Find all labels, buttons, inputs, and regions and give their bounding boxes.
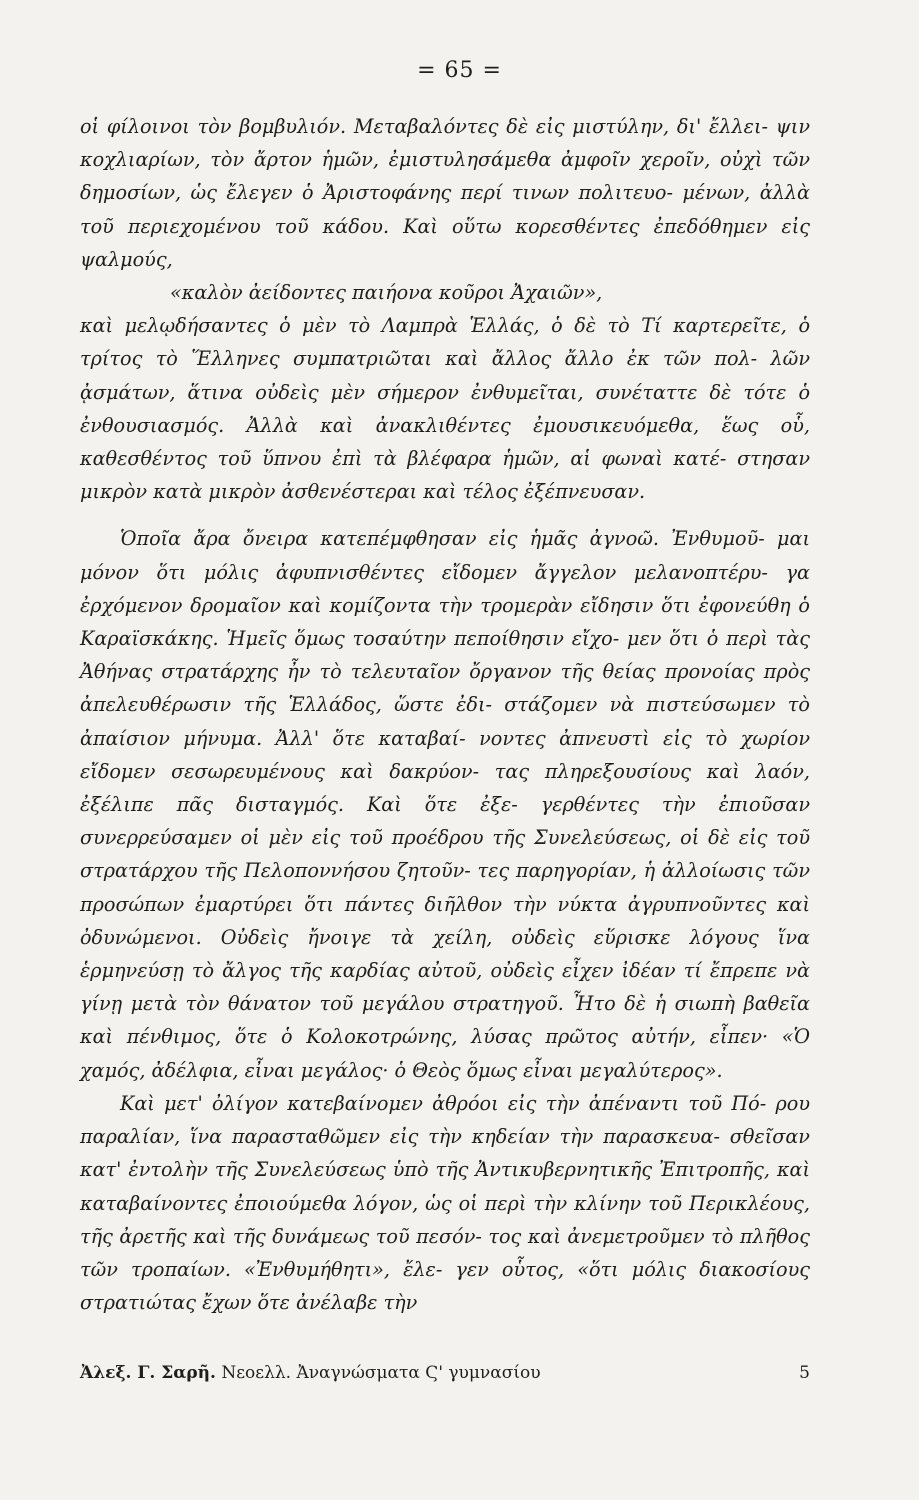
text-line: χείλη, οὐδεὶς εὕρισκε λόγους ἵνα ἑρμηνεύσῃ τὸ ἄλγος τῆς καρδίας xyxy=(80,925,810,983)
text-line: τῆς θείας προνοίας πρὸς ἀπελευθέρωσιν τῆς Ἑλλάδος, ὥστε ἐδι- xyxy=(80,660,810,717)
paragraph-2 xyxy=(80,522,810,1086)
text-line: εἶναι μεγάλος· ὁ Θεὸς ὅμως εἶναι μεγαλύτερος». xyxy=(244,1058,723,1082)
text-line: στάζομεν νὰ πιστεύσωμεν τὸ ἀπαίσιον μήνυμα. Ἀλλ' ὅτε καταβαί- xyxy=(80,693,810,750)
text-line: ρου παραλίαν, ἵνα παρασταθῶμεν εἰς τὴν κηδείαν τὴν παρασκευα- xyxy=(80,1091,810,1149)
text-line: γα ἐρχόμενον δρομαῖον καὶ κομίζοντα τὴν τρομερὰν εἴδησιν ὅτι xyxy=(80,560,810,617)
text-line: ἐφονεύθη ὁ Καραϊσκάκης. Ἡμεῖς ὅμως τοσαύτην πεποίθησιν εἴχο- xyxy=(80,593,810,651)
text-line: οὐχὶ τῶν δημοσίων, ὡς ἔλεγεν ὁ Ἀριστοφάνης περί τινων πολιτευο- xyxy=(80,148,810,205)
text-line: ἐπεδόθημεν εἰς ψαλμούς, xyxy=(80,214,810,271)
text-line: στησαν μικρὸν κατὰ μικρὸν ἀσθενέστεραι καὶ τέλος ἐξέπνευσαν. xyxy=(80,447,810,504)
page-footer xyxy=(80,1363,810,1383)
verse-quote: «καλὸν ἀείδοντες παιήονα κοῦροι Ἀχαιῶν», xyxy=(170,281,603,305)
text-line: γεν οὗτος, «ὅτι μόλις διακοσίους στρατιώτας ἔχων ὅτε ἀνέλαβε τὴν xyxy=(80,1257,810,1315)
text-line: γερθέντες τὴν ἐπιοῦσαν συνερρεύσαμεν οἱ μὲν εἰς τοῦ προέδρου τῆς xyxy=(80,793,810,850)
footer-author: Ἀλεξ. Γ. Σαρῆ. xyxy=(80,1363,216,1383)
text-line: Καὶ μετ' ὀλίγον κατεβαίνομεν ἀθρόοι εἰς τὴν ἀπέναντι τοῦ Πό- xyxy=(120,1091,767,1115)
text-line: μεγάλου στρατηγοῦ. Ἦτο δὲ ἡ σιωπὴ βαθεῖα καὶ πένθιμος, ὅτε ὁ xyxy=(80,992,810,1049)
text-line: οἱ φίλοινοι τὸν βομβυλιόν. Μεταβαλόντες δὲ εἰς μιστύλην, δι' ἔλλει- xyxy=(80,115,768,138)
text-line: τότε ὁ ἐνθουσιασμός. Ἀλλὰ καὶ ἀνακλιθέντες ἐμουσικευόμεθα, ἕως xyxy=(80,380,810,437)
text-line: διῆλθον τὴν νύκτα ἀγρυπνοῦντες καὶ ὀδυνώμενοι. Οὐδεὶς ἤνοιγε τὰ xyxy=(80,892,811,949)
paragraph-3 xyxy=(80,1087,810,1319)
text-line: μεν ὅτι ὁ περὶ τὰς Ἀθήνας στρατάρχης ἦν τὸ τελευταῖον ὄργανον xyxy=(80,627,810,684)
text-line: σθεῖσαν κατ' ἐντολὴν τῆς Συνελεύσεως ὑπὸ τῆς Ἀντικυβερνητικῆς xyxy=(80,1125,810,1182)
paragraph-1 xyxy=(80,110,810,508)
text-line: ψιν κοχλιαρίων, τὸν ἄρτον ἡμῶν, ἐμιστυλησάμεθα ἀμφοῖν χεροῖν, xyxy=(80,115,810,172)
text-line: Συνελεύσεως, οἱ δὲ εἰς τοῦ στρατάρχου τῆς Πελοποννήσου ζητοῦν- xyxy=(80,826,810,883)
text-line: τος καὶ ἀνεμετροῦμεν τὸ πλῆθος τῶν τροπαίων. «Ἐνθυμήθητι», ἔλε- xyxy=(80,1224,810,1281)
text-line: Κολοκοτρώνης, λύσας πρῶτος αὐτήν, εἶπεν· «Ὁ χαμός, ἀδέλφια, xyxy=(80,1025,810,1082)
footer-credit xyxy=(80,1363,541,1383)
footer-title: Νεοελλ. Ἀναγνώσματα Ϛ' γυμνασίου xyxy=(221,1363,541,1383)
text-line: μένων, ἀλλὰ τοῦ περιεχομένου τοῦ κάδου. Καὶ οὕτω κορεσθέντες xyxy=(80,181,810,238)
body-text xyxy=(80,110,810,1319)
text-line: τες παρηγορίαν, ἡ ἀλλοίωσις τῶν προσώπων ἐμαρτύρει ὅτι πάντες xyxy=(80,859,810,916)
text-line: τας πληρεξουσίους καὶ λαόν, ἐξέλιπε πᾶς δισταγμός. Καὶ ὅτε ἐξε- xyxy=(80,759,810,817)
page-number: = 65 = xyxy=(417,58,502,83)
text-line: μαι μόνον ὅτι μόλις ἀφυπνισθέντες εἴδομεν ἄγγελον μελανοπτέρυ- xyxy=(80,527,810,584)
text-line: ὁ τρίτος τὸ Ἕλληνες συμπατριῶται καὶ ἄλλος ἄλλο ἐκ τῶν πολ- xyxy=(80,314,810,371)
text-line: νοντες ἀπνευστὶ εἰς τὸ χωρίον εἴδομεν σεσωρευμένους καὶ δακρύον- xyxy=(80,726,811,783)
text-line: κλίνην τοῦ Περικλέους, τῆς ἀρετῆς καὶ τῆς δυνάμεως τοῦ πεσόν- xyxy=(80,1191,810,1248)
signature-mark: 5 xyxy=(799,1363,810,1383)
text-line: λῶν ᾀσμάτων, ἅτινα οὐδεὶς μὲν σήμερον ἐνθυμεῖται, συνέταττε δὲ xyxy=(80,347,810,404)
text-line: Ὁποῖα ἄρα ὄνειρα κατεπέμφθησαν εἰς ἡμᾶς ἀγνοῶ. Ἐνθυμοῦ- xyxy=(120,527,765,551)
text-line: καὶ μελῳδήσαντες ὁ μὲν τὸ Λαμπρὰ Ἑλλάς, ὁ δὲ τὸ Τί καρτερεῖτε, xyxy=(80,314,787,338)
text-line: Ἐπιτροπῆς, καὶ καταβαίνοντες ἐποιούμεθα λόγον, ὡς οἱ περὶ τὴν xyxy=(80,1158,811,1215)
text-line: οὗ, καθεσθέντος τοῦ ὕπνου ἐπὶ τὰ βλέφαρα ἡμῶν, αἱ φωναὶ κατέ- xyxy=(80,413,810,471)
text-line: αὐτοῦ, οὐδεὶς εἶχεν ἰδέαν τί ἔπρεπε νὰ γίνῃ μετὰ τὸν θάνατον τοῦ xyxy=(80,959,810,1016)
